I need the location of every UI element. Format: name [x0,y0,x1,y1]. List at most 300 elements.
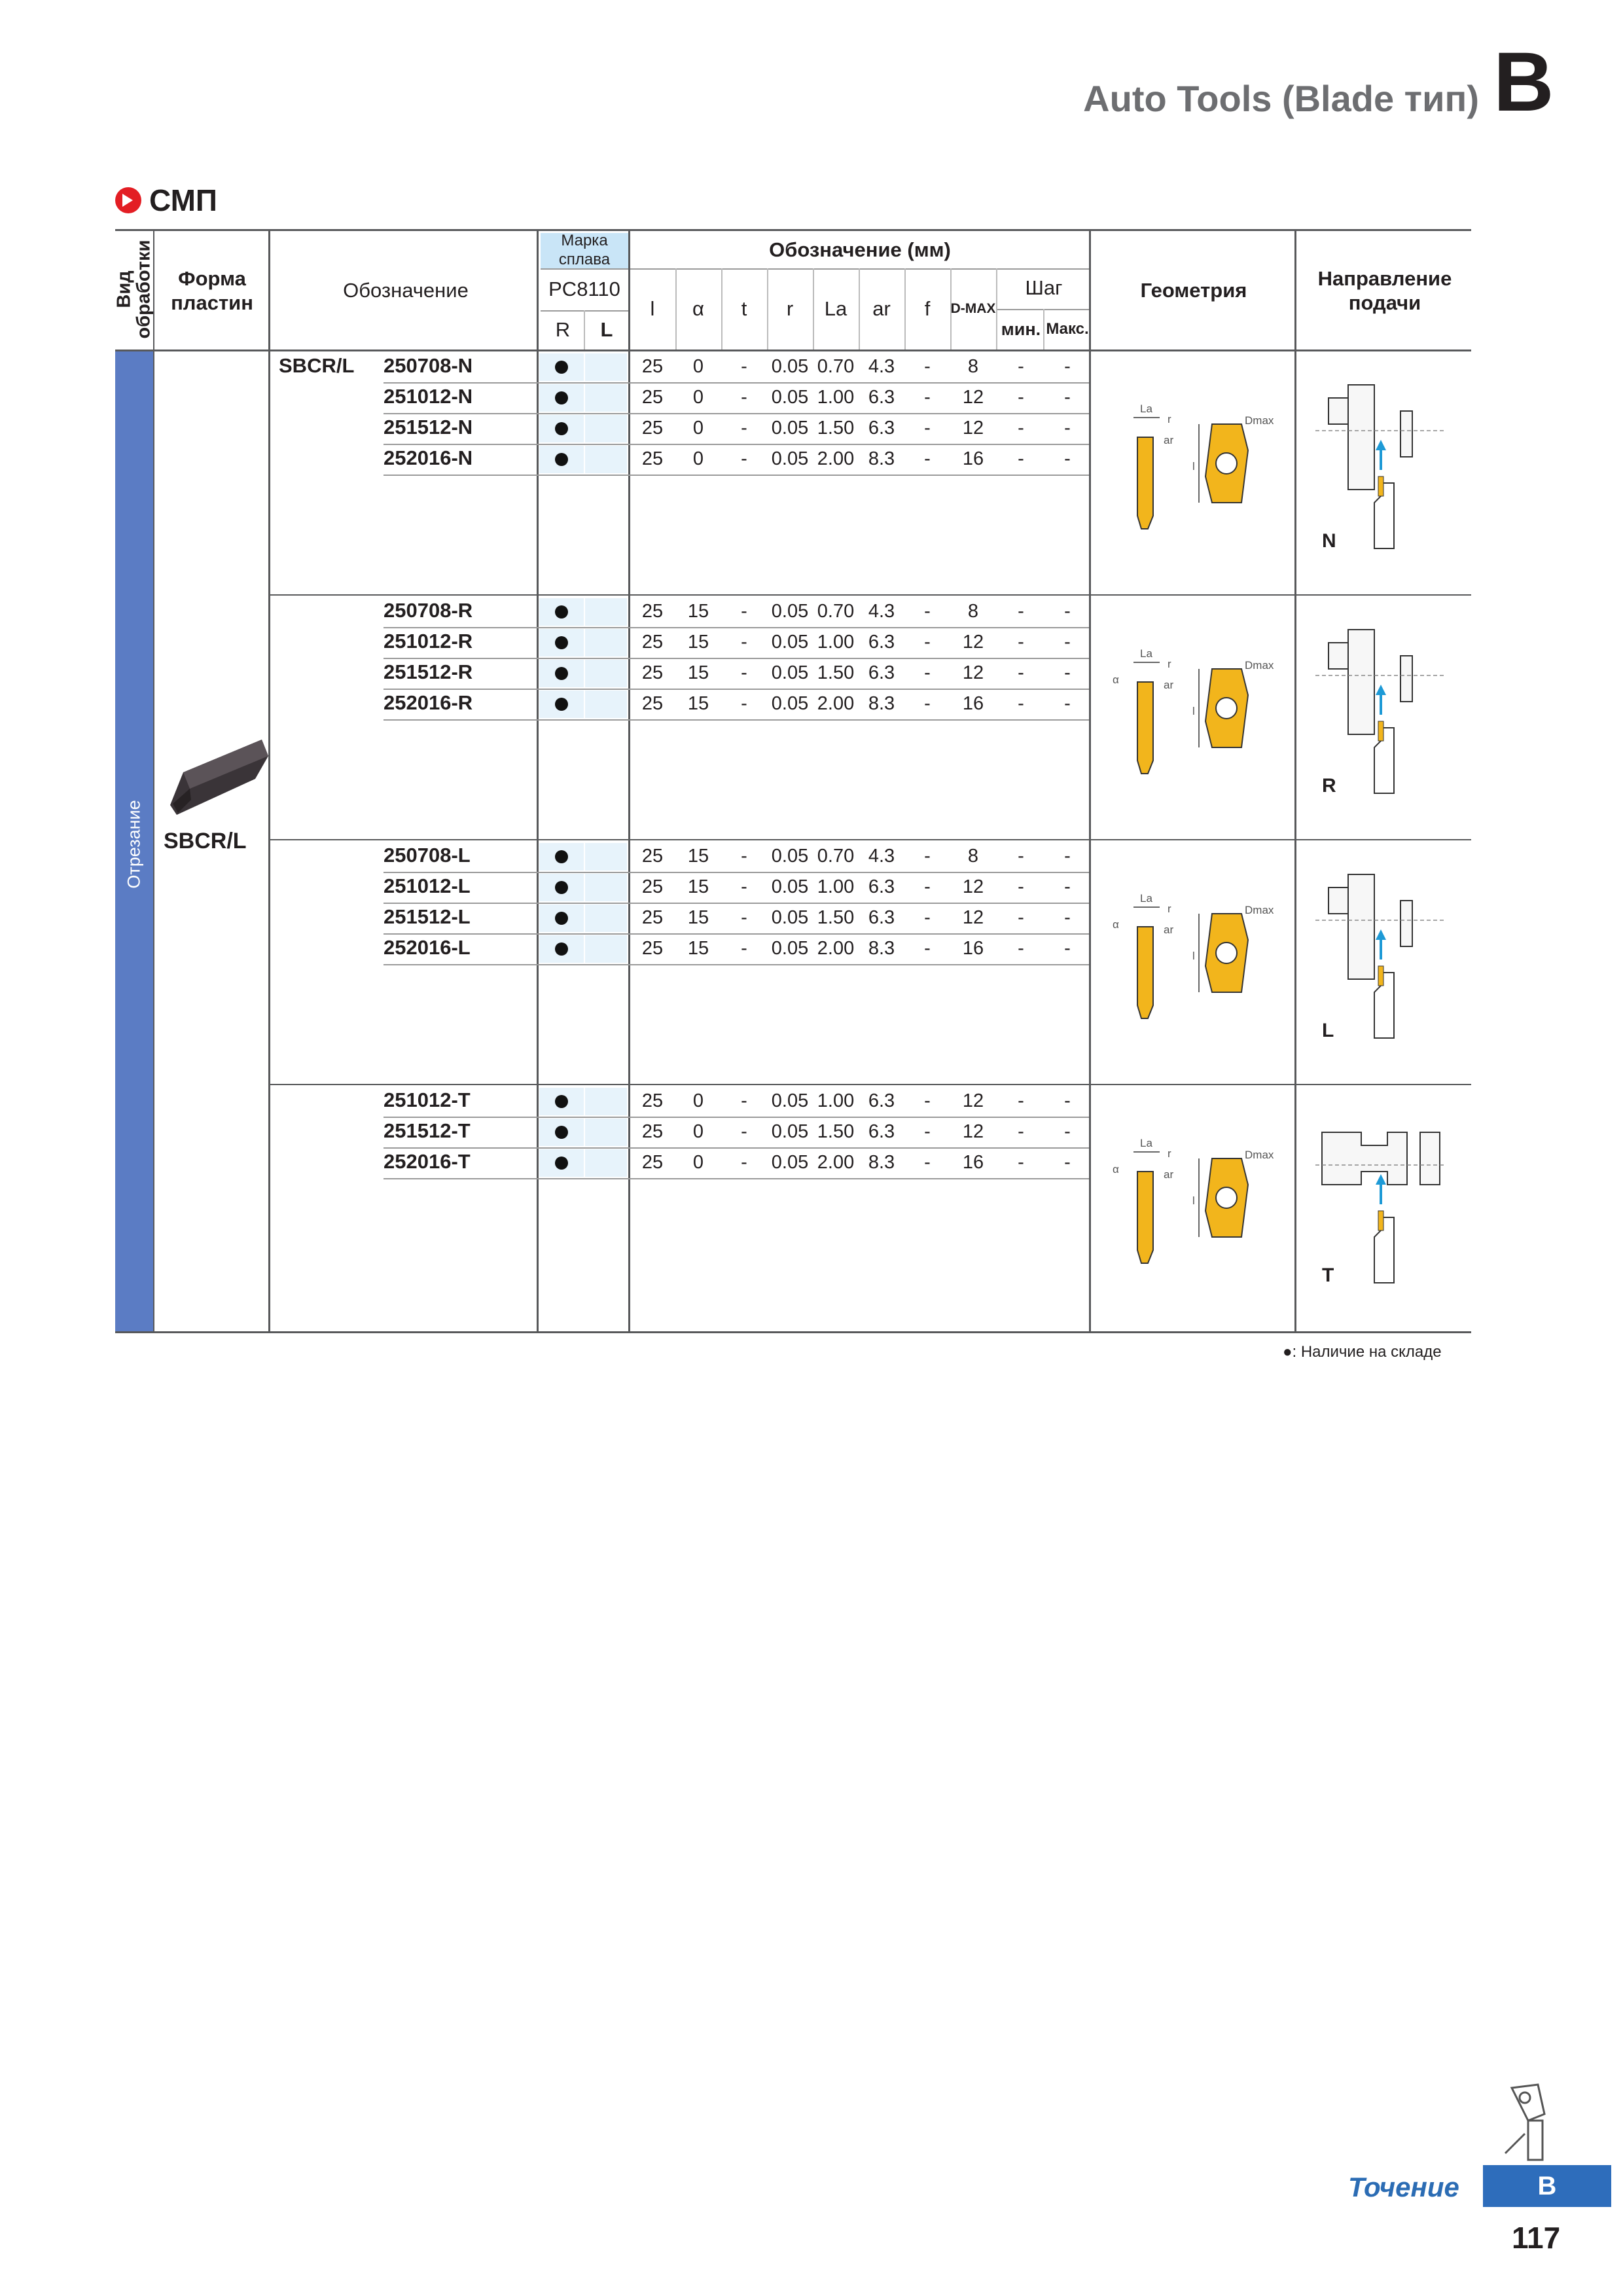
cell-l: 25 [641,1152,664,1173]
cell-ar: 8.3 [868,693,895,714]
insert-side-view [1137,927,1153,1018]
header-col-l: l [650,297,655,321]
cell-min: - [1018,662,1024,683]
cell-t: - [741,356,747,377]
insert-hole [1216,1187,1237,1208]
diagram-label-la: La [1140,1137,1152,1149]
cell-ar: 6.3 [868,632,895,653]
cell-max: - [1064,601,1071,622]
stock-cell-l [585,598,627,626]
workpiece [1348,630,1374,734]
workpiece-part [1400,901,1412,946]
cell-alpha: 15 [687,693,709,714]
insert-code: 251012-R [383,630,473,653]
header-col-dmax: D-MAX [950,301,996,317]
cell-l: 25 [641,876,664,897]
diagram-label-alpha: α [1113,673,1119,686]
cell-dmax: 12 [962,1121,984,1142]
diagram-label-alpha: α [1113,918,1119,931]
insert-shape-image [164,726,268,818]
cell-dmax: 12 [962,662,984,683]
cell-r: 0.05 [771,448,809,469]
cell-f: - [924,1152,931,1173]
cell-dmax: 12 [962,387,984,408]
in-stock-dot [555,391,568,404]
stock-legend-text: : Наличие на складе [1292,1343,1442,1361]
footer-category: Точение [1348,2172,1459,2202]
cell-t: - [741,693,747,714]
cell-r: 0.05 [771,876,809,897]
cell-r: 0.05 [771,418,809,439]
cell-l: 25 [641,1090,664,1111]
cell-dmax: 16 [962,938,984,959]
feed-direction-label: T [1322,1265,1334,1286]
header-col-t: t [741,297,747,321]
feed-direction-label: L [1322,1020,1334,1041]
cell-alpha: 0 [692,1121,704,1142]
cell-r: 0.05 [771,907,809,928]
cell-l: 25 [641,846,664,867]
in-stock-dot [555,942,568,956]
cell-f: - [924,632,931,653]
operation-label: Отрезание [124,800,144,889]
cell-max: - [1064,418,1071,439]
cell-la: 1.50 [817,907,855,928]
header-geometry: Геометрия [1140,279,1247,302]
header-vid: Вид обработки [113,240,154,339]
cell-la: 1.00 [817,876,855,897]
group-divider [268,1084,1471,1085]
feed-direction-label: N [1322,530,1336,552]
cell-ar: 6.3 [868,1121,895,1142]
workpiece-chuck [1329,398,1348,424]
section-heading [115,181,217,220]
cell-dmax: 12 [962,907,984,928]
cell-alpha: 15 [687,632,709,653]
footer-letter-box: B [1483,2165,1611,2207]
cell-min: - [1018,876,1024,897]
header-col-alpha: α [692,297,704,321]
cell-l: 25 [641,662,664,683]
in-stock-dot [555,698,568,711]
stock-legend-symbol: ● [1283,1343,1293,1361]
row-divider [383,903,1089,904]
insert-code: 251512-T [383,1119,471,1142]
diagram-label-l: l [1192,950,1195,962]
cell-ar: 4.3 [868,356,895,377]
cell-r: 0.05 [771,1090,809,1111]
cell-f: - [924,1121,931,1142]
insert-code: 251012-L [383,874,471,897]
diagram-label-dmax: Dmax [1245,659,1274,672]
in-stock-dot [555,361,568,374]
diagram-label-la: La [1140,647,1152,660]
cell-la: 2.00 [817,448,855,469]
in-stock-dot [555,912,568,925]
workpiece-part [1420,1132,1440,1185]
tool-holder [1374,728,1394,793]
tool-insert [1378,966,1383,986]
insert-code: 251512-L [383,905,471,928]
cell-alpha: 0 [692,1090,704,1111]
page-header-title: Auto Tools (Blade тип) [1083,78,1479,119]
cell-t: - [741,448,747,469]
feed-diagram-N [1315,372,1446,555]
header-r: R [555,318,571,342]
cell-ar: 8.3 [868,1152,895,1173]
insert-hole [1216,942,1237,963]
cell-la: 1.50 [817,418,855,439]
insert-hole [1216,698,1237,719]
cell-ar: 6.3 [868,418,895,439]
header-min: мин. [1001,319,1041,339]
diagram-label-la: La [1140,892,1152,905]
cell-dmax: 8 [967,846,979,867]
cell-min: - [1018,387,1024,408]
cell-min: - [1018,601,1024,622]
cell-max: - [1064,1121,1071,1142]
cell-l: 25 [641,387,664,408]
stock-cell-l [585,905,627,932]
diagram-label-la: La [1140,403,1152,415]
feed-diagram-R [1315,617,1446,800]
cell-max: - [1064,387,1071,408]
cell-min: - [1018,418,1024,439]
cell-r: 0.05 [771,356,809,377]
cell-la: 0.70 [817,846,855,867]
cell-f: - [924,356,931,377]
stock-cell-l [585,874,627,901]
diagram-label-r: r [1168,1147,1171,1160]
geometry-diagram-N [1107,398,1277,555]
cell-dmax: 8 [967,601,979,622]
geometry-diagram-L [1107,888,1277,1045]
header-forma: Форма пластин [171,266,253,314]
tool-holder [1374,483,1394,548]
in-stock-dot [555,636,568,649]
cell-l: 25 [641,418,664,439]
stock-cell-l [585,353,627,381]
header-dims: Обозначение (мм) [769,238,951,262]
cell-max: - [1064,846,1071,867]
in-stock-dot [555,453,568,466]
cell-r: 0.05 [771,1152,809,1173]
insert-code: 251512-R [383,660,473,683]
tool-insert [1378,476,1383,496]
cell-alpha: 0 [692,356,704,377]
cell-f: - [924,938,931,959]
cell-l: 25 [641,632,664,653]
cell-dmax: 16 [962,693,984,714]
cell-max: - [1064,448,1071,469]
workpiece-part [1400,411,1412,457]
cell-ar: 8.3 [868,938,895,959]
cell-l: 25 [641,1121,664,1142]
cell-f: - [924,662,931,683]
cell-la: 1.50 [817,662,855,683]
cell-l: 25 [641,356,664,377]
header-col-r: r [786,297,794,321]
cell-la: 0.70 [817,601,855,622]
cell-t: - [741,846,747,867]
cell-min: - [1018,846,1024,867]
cell-la: 2.00 [817,693,855,714]
row-divider [383,872,1089,873]
cell-r: 0.05 [771,693,809,714]
row-divider [383,933,1089,935]
diagram-label-dmax: Dmax [1245,904,1274,916]
insert-hole [1216,453,1237,474]
insert-side-view [1137,437,1153,529]
cell-f: - [924,907,931,928]
insert-shape-label: SBCR/L [164,829,247,853]
in-stock-dot [555,1157,568,1170]
cell-min: - [1018,938,1024,959]
cell-max: - [1064,662,1071,683]
cell-alpha: 15 [687,938,709,959]
row-divider [383,964,1089,965]
in-stock-dot [555,605,568,619]
diagram-label-r: r [1168,658,1171,670]
cell-la: 1.50 [817,1121,855,1142]
cell-alpha: 0 [692,418,704,439]
header-col-f: f [924,297,931,321]
cell-la: 2.00 [817,938,855,959]
cell-la: 1.00 [817,632,855,653]
diagram-label-ar: ar [1164,1168,1174,1181]
diagram-label-r: r [1168,413,1171,425]
diagram-label-l: l [1192,460,1195,473]
diagram-label-ar: ar [1164,434,1174,446]
stock-cell-l [585,935,627,963]
in-stock-dot [555,881,568,894]
cell-dmax: 12 [962,418,984,439]
cell-max: - [1064,693,1071,714]
cell-min: - [1018,1121,1024,1142]
section-letter: B [1493,35,1554,129]
in-stock-dot [555,667,568,680]
header-grade: PC8110 [548,278,620,301]
cell-r: 0.05 [771,387,809,408]
header-feed: Направление подачи [1317,266,1452,314]
stock-cell-l [585,660,627,687]
cell-min: - [1018,907,1024,928]
cell-dmax: 8 [967,356,979,377]
feed-direction-label: R [1322,775,1336,797]
cell-f: - [924,601,931,622]
cell-t: - [741,1121,747,1142]
cell-t: - [741,662,747,683]
row-divider [383,1117,1089,1118]
diagram-label-alpha: α [1113,1163,1119,1175]
cell-t: - [741,418,747,439]
row-divider [383,382,1089,384]
diagram-label-l: l [1192,705,1195,717]
geometry-diagram-R [1107,643,1277,800]
cell-alpha: 15 [687,907,709,928]
insert-side-view [1137,1172,1153,1263]
feed-diagram-L [1315,861,1446,1045]
cell-alpha: 0 [692,1152,704,1173]
cell-t: - [741,601,747,622]
cell-r: 0.05 [771,632,809,653]
cell-la: 1.00 [817,387,855,408]
stock-cell-l [585,843,627,870]
cell-ar: 6.3 [868,907,895,928]
feed-arrow-head [1376,685,1386,695]
cell-max: - [1064,1090,1071,1111]
insert-code: 250708-L [383,844,471,867]
cell-f: - [924,448,931,469]
workpiece [1348,385,1374,490]
cell-l: 25 [641,938,664,959]
cell-ar: 6.3 [868,387,895,408]
cell-r: 0.05 [771,846,809,867]
cell-la: 1.00 [817,1090,855,1111]
cell-la: 0.70 [817,356,855,377]
cell-f: - [924,1090,931,1111]
group-divider [268,839,1471,840]
insert-code: 252016-L [383,936,471,959]
header-oboznachenie: Обозначение [343,279,469,302]
stock-cell-l [585,1149,627,1177]
cell-dmax: 12 [962,1090,984,1111]
row-divider [383,1178,1089,1179]
cell-max: - [1064,1152,1071,1173]
cell-ar: 6.3 [868,662,895,683]
tool-holder [1374,1217,1394,1283]
cell-la: 2.00 [817,1152,855,1173]
cell-r: 0.05 [771,662,809,683]
row-divider [383,658,1089,659]
insert-code: 252016-T [383,1150,471,1173]
in-stock-dot [555,1126,568,1139]
cell-ar: 4.3 [868,846,895,867]
cell-dmax: 12 [962,632,984,653]
header-shag: Шаг [1025,276,1063,300]
cell-l: 25 [641,601,664,622]
cell-f: - [924,418,931,439]
feed-diagram-T [1315,1106,1446,1289]
section-bullet-icon [115,187,141,213]
cell-t: - [741,387,747,408]
diagram-label-r: r [1168,903,1171,915]
header-marka: Марка сплава [541,233,628,268]
cell-t: - [741,1090,747,1111]
stock-cell-l [585,1088,627,1115]
workpiece-chuck [1329,888,1348,914]
cell-t: - [741,632,747,653]
workpiece-chuck [1329,643,1348,669]
cell-l: 25 [641,448,664,469]
cell-f: - [924,846,931,867]
stock-cell-l [585,629,627,656]
cell-l: 25 [641,693,664,714]
turning-tool-icon [1499,2081,1571,2166]
diagram-label-dmax: Dmax [1245,414,1274,427]
diagram-label-dmax: Dmax [1245,1149,1274,1161]
cell-min: - [1018,448,1024,469]
cell-r: 0.05 [771,1121,809,1142]
diagram-label-ar: ar [1164,679,1174,691]
feed-arrow-head [1376,929,1386,940]
cell-dmax: 16 [962,448,984,469]
insert-code: 250708-R [383,599,473,622]
cell-f: - [924,876,931,897]
tool-insert [1378,721,1383,741]
cell-max: - [1064,876,1071,897]
insert-code: 251012-T [383,1088,471,1111]
insert-code: 251012-N [383,385,473,408]
cell-max: - [1064,938,1071,959]
stock-legend [1283,1343,1442,1361]
row-divider [383,719,1089,721]
cell-f: - [924,693,931,714]
cell-min: - [1018,632,1024,653]
cell-ar: 8.3 [868,448,895,469]
cell-r: 0.05 [771,601,809,622]
insert-code: 251512-N [383,416,473,439]
stock-cell-l [585,446,627,473]
cell-t: - [741,907,747,928]
insert-code: 252016-N [383,446,473,469]
cell-t: - [741,938,747,959]
row-divider [383,689,1089,690]
header-col-la: La [824,297,847,321]
cell-max: - [1064,907,1071,928]
cell-max: - [1064,632,1071,653]
row-divider [383,475,1089,476]
row-divider [383,1147,1089,1149]
cell-r: 0.05 [771,938,809,959]
cell-min: - [1018,1152,1024,1173]
cell-dmax: 16 [962,1152,984,1173]
diagram-label-l: l [1192,1194,1195,1207]
cell-t: - [741,876,747,897]
cell-min: - [1018,356,1024,377]
in-stock-dot [555,422,568,435]
cell-t: - [741,1152,747,1173]
cell-dmax: 12 [962,876,984,897]
workpiece [1322,1132,1407,1185]
stock-cell-l [585,384,627,412]
cell-alpha: 15 [687,846,709,867]
workpiece [1348,874,1374,979]
stock-cell-l [585,1119,627,1146]
in-stock-dot [555,1095,568,1108]
tool-insert [1378,1211,1383,1230]
cell-ar: 6.3 [868,876,895,897]
header-max: Макс. [1046,319,1089,338]
header-l: L [600,318,613,342]
insert-side-view [1137,682,1153,774]
cell-min: - [1018,693,1024,714]
cell-ar: 4.3 [868,601,895,622]
insert-code: 250708-N [383,354,473,377]
group-divider [268,594,1471,596]
cell-alpha: 0 [692,387,704,408]
cell-l: 25 [641,907,664,928]
feed-arrow-head [1376,1174,1386,1185]
header-col-ar: ar [872,297,891,321]
workpiece-part [1400,656,1412,702]
cell-alpha: 0 [692,448,704,469]
series-prefix: SBCR/L [279,354,355,377]
cell-alpha: 15 [687,876,709,897]
geometry-diagram-T [1107,1132,1277,1289]
cell-alpha: 15 [687,601,709,622]
row-divider [383,413,1089,414]
